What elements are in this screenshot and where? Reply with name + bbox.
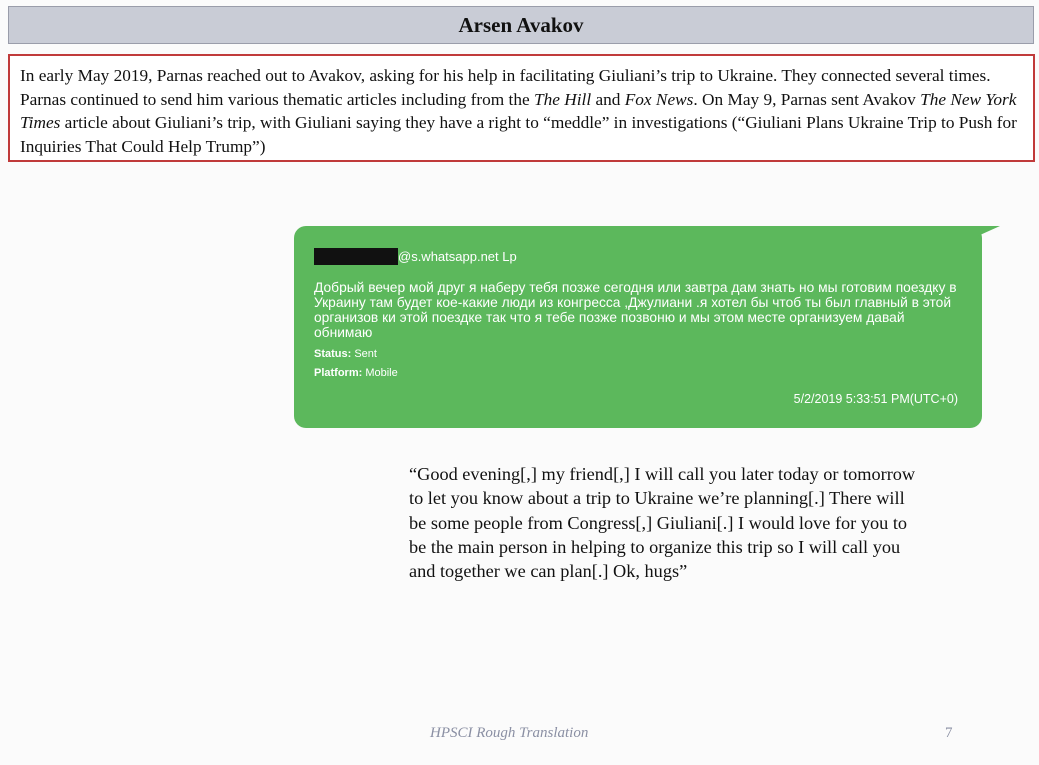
platform-row	[314, 367, 398, 379]
status-label: Status:	[314, 348, 352, 360]
bubble-tail	[960, 226, 1000, 244]
platform-value: Mobile	[365, 367, 398, 379]
message-timestamp: 5/2/2019 5:33:51 PM(UTC+0)	[793, 392, 958, 406]
summary-part-3: . On May 9, Parnas sent Avakov	[693, 89, 921, 109]
publication-fox-news: Fox News	[624, 89, 694, 109]
sender-row	[314, 248, 517, 265]
footer-label: HPSCI Rough Translation	[430, 725, 589, 741]
summary-part-1: In early May 2019, Parnas reached out to Avakov, asking for his help in facilitating Giuliani’s trip to Ukraine. They connected several times. Parnas continued to send him various thematic articles including from the	[20, 66, 991, 109]
page-number: 7	[945, 725, 953, 741]
publication-nyt: The New York Times	[20, 89, 1017, 132]
summary-box	[8, 54, 1035, 162]
publication-the-hill: The Hill	[534, 89, 592, 109]
sender-suffix: @s.whatsapp.net Lp	[398, 249, 517, 264]
summary-text	[20, 64, 1023, 158]
translation-text: “Good evening[,] my friend[,] I will call you later today or tomorrow to let you know about a trip to Ukraine we’re planning[.] There will be some people from Congress[,] Giuliani[.] I would love for you to be the main person in helping to organize this trip so I will call you and together we can plan[.] Ok, hugs”	[409, 464, 916, 582]
summary-part-4: article about Giuliani’s trip, with Giuliani saying they have a right to “meddle” in investigations (“Giuliani Plans Ukraine Trip to Push for Inquiries That Could Help Trump”)	[20, 113, 1017, 156]
redacted-sender	[314, 248, 398, 265]
section-title-bar	[8, 6, 1034, 44]
message-bubble	[294, 226, 982, 428]
platform-label: Platform:	[314, 367, 363, 379]
status-value: Sent	[354, 348, 377, 360]
message-text: Добрый вечер мой друг я наберу тебя позже сегодня или завтра дам знать но мы готовим поездку в Украину там будет кое-какие люди из конгресса ,Джулиани .я хотел бы чтоб ты был главный в этой организов ки этой поездке так что я тебе позже позвоню и мы этом месте организуем давай обнимаю	[314, 280, 957, 340]
section-title: Arsen Avakov	[458, 12, 584, 37]
summary-part-2: and	[591, 89, 625, 109]
status-row	[314, 348, 377, 360]
